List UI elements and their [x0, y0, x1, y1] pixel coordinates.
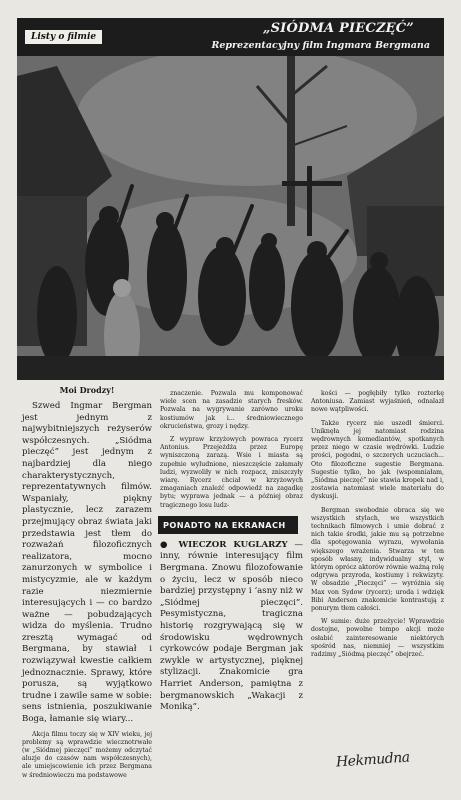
plot-paragraph: Akcja filmu toczy się w XIV wieku, jej problemy są wprawdzie wiecznotrwałe (w „Siódmej pieczęci” możemy odczytać aluzje do czasów nam współczesnych), ale umiejscowienie ich przez Bergmana w średniowieczu ma podstawowe [22, 730, 152, 779]
style-paragraph: Bergman swobodnie obraca się we wszystkich stylach, we wszystkich technikach filmowych i umie dobrać z nich takie środki, jakie mu są potrzebne dla spotęgowania wyrazu, wywołania większego wrażenia. Stwarza w ten sposób własny, indywidualny styl, w którym oprócz aktorów równie ważną rolę odgrywa przyroda, kostiumy i rekwizyty. W obsadzie „Pieczęci” — wyróżnia się Max von Sydow (rycerz); uroda i wdzięk Bibi Anderson znakomicie kontrastują z ponurym tłem całości. [311, 506, 444, 613]
knight-paragraph: Z wypraw krzyżowych powraca rycerz Antonius. Przejeżdża przez Europę wyniszczoną zarazą. Wsie i miasta są zupełnie wyludnione, nieszczęście załamały ludzi, wyzwoliły w nich rozpacz, zniszczyły wiarę. Rycerz chciał w krzyżowych zmaganiach znaleźć odpowiedź na zagadkę bytu; wyprawa jednak — a później obraz tragicznego losu ludz- [160, 436, 303, 509]
text-column-2 [160, 385, 303, 714]
other-film-text: — inny, równie interesujący film Bergmana. Znowu filozofowanie o życiu, lecz w sposób nieco bardziej przystępny i ‘asny niż w „Siódmej pieczęci”. Pesymistyczna, tragiczna historię rozgrywającą się w środowisku wędrownych cyrkowców podaje Bergman jak zwykle w artystycznej, pięknej stylizacji. Znakomicie gra Harriet Anderson, pamiętna z bergmanowskich „Wakacji z Moniką”. [160, 539, 304, 713]
text-column-3 [311, 385, 444, 659]
article-title: „SIÓDMA PIECZĘĆ” [262, 21, 414, 36]
intro-paragraph: Szwed Ingmar Bergman jest jednym z najwybitniejszych reżyserów współczesnych. „Siódma pieczęć” jest jednym z najbardziej dla niego charakterystycznych, reprezentatywnych filmów. Wspaniały, piękny plastycznie, lecz zarazem przejmujący obraz świata jaki przedstawia jest tłem do rozważań filozoficznych realizatora, mocno zanurzonych w symbolice i mistycyzmie, ale w każdym razie niezmiernie interesujących i — co bardzo ważne — pobudzających widza do myślenia. Trudno zresztą wymagać od Bergmana, by stawiał i rozwiązywał kwestie całkiem jednoznacznie. Sprawy, które porusza, są wyjątkowo trudne i zawile same w sobie: sens istnienia, poszukiwanie Boga, łamanie się wiary... [22, 401, 152, 725]
film-still-photo [17, 56, 444, 380]
salutation: Moi Drodzy! [59, 385, 115, 395]
other-film-paragraph [160, 540, 303, 714]
rubric-label: Listy o filmie [25, 30, 102, 44]
author-signature: Hekmudna [335, 749, 411, 771]
death-paragraph: Także rycerz nie uszedł śmierci. Uniknęła jej natomiast rodzina wędrownych komediantów, spotkanych przez niego w czasie wędrówki. Ludzie prości, pogodni, o szczerych uczuciach... Oto filozoficzne sugestie Bergmana. Sugestie tylko, bo jak (wspomniałam, „Siódma pieczęć” nie stawia kropek nad i, zostawia natomiast wiele materiału do dyskusji. [311, 419, 444, 501]
article-subtitle: Reprezentacyjny film Ingmara Bergmana [211, 40, 430, 51]
article-header [17, 18, 444, 56]
other-film-title: ● WIECZOR KUGLARZY [160, 539, 288, 550]
section-banner: PONADTO NA EKRANACH [158, 516, 298, 534]
summary-paragraph: W sumie: duże przeżycie! Wprawdzie dostojne, powolne tempo akcji może osłabić zainteresowanie niektórych spośród nas, niemniej — wszystkim radzimy „Siódmą pieczęć” obejrzeć. [311, 618, 444, 659]
doubts-paragraph: kości — pogłębiły tylko rozterkę Antoniusa. Zamiast wyjaśnień, odnalazł nowe wątpliwości. [311, 390, 444, 414]
era-paragraph: znaczenie. Pozwala mu komponować wiele scen na zasadzie starych fresków. Pozwala na wygrywanie zarówno uroku kostiumów jak i... średniowiecznego okrucieństwa, grozy i nędzy. [160, 390, 303, 430]
text-column-1 [22, 385, 152, 780]
